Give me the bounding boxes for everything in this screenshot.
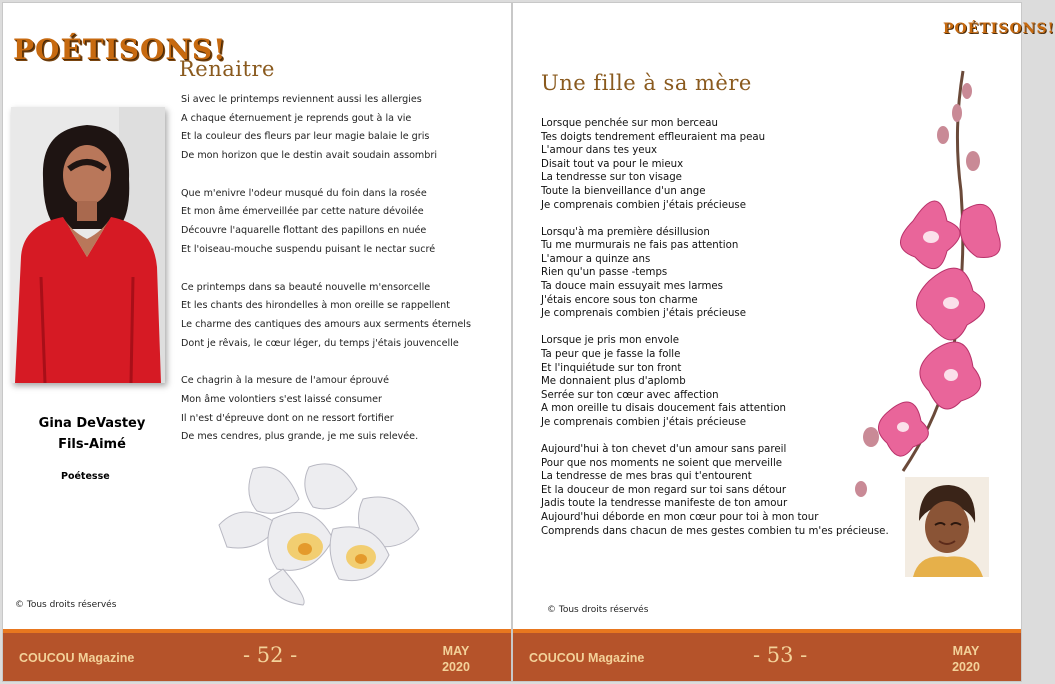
magazine-page-right	[512, 2, 1055, 682]
author-role: Poétesse	[61, 471, 110, 482]
poem-line: Toute la bienveillance d'un ange	[541, 185, 706, 197]
poem-line: J'étais encore sous ton charme	[541, 294, 698, 306]
poem-line: Je comprenais combien j'étais précieuse	[541, 416, 747, 428]
poem-line: Comprends dans chacun de mes gestes combien tu m'es précieuse.	[541, 525, 889, 537]
poem-line: Mon âme volontiers s'est laissé consumer	[181, 393, 382, 405]
brand-logo-small: POÉTISONS!	[943, 21, 1055, 37]
poem-line: De mes cendres, plus grande, je me suis relevée.	[181, 431, 419, 443]
poem-line: Tes doigts tendrement effleuraient ma peau	[541, 131, 766, 143]
poem-line: Je comprenais combien j'étais précieuse	[541, 199, 747, 211]
poem-title: Renaitre	[179, 57, 275, 81]
poem-title: Une fille à sa mère	[541, 71, 752, 95]
poem-line: Lorsque penchée sur mon berceau	[541, 118, 718, 129]
stanza	[181, 185, 481, 260]
poem-line: Et la douceur de mon regard sur toi sans détour	[541, 484, 787, 496]
poem-line: Tu me murmurais ne fais pas attention	[541, 240, 739, 252]
poem-line: Ce chagrin à la mesure de l'amour éprouvé	[181, 375, 390, 387]
poem-line: Ta peur que je fasse la folle	[541, 348, 681, 360]
poem-line: Lorsqu'à ma première désillusion	[541, 226, 710, 238]
footer-issue-date	[941, 643, 991, 675]
poem-line: La tendresse de mes bras qui t'entourent	[541, 471, 752, 483]
poem-line: Et la couleur des fleurs par leur magie balaie le gris	[181, 131, 430, 143]
stanza	[181, 279, 481, 354]
footer-magazine-name: COUCOU Magazine	[529, 651, 645, 665]
poem-line: A chaque éternuement je reprends gout à la vie	[181, 112, 412, 124]
poem-line: De mon horizon que le destin avait soudain assombri	[181, 150, 437, 162]
white-orchid-illustration	[213, 459, 423, 605]
poem-line: Pour que nos moments ne soient que merveille	[541, 457, 783, 469]
poem-line: Jadis toute la tendresse manifeste de ton amour	[541, 498, 788, 510]
poem-line: Dont je rêvais, le cœur léger, du temps j'étais jouvencelle	[181, 337, 459, 349]
poem-line: Aujourd'hui déborde en mon cœur pour toi à mon tour	[541, 511, 819, 523]
author-portrait	[11, 107, 165, 383]
poem-line: Ta douce main essuyait mes larmes	[541, 281, 723, 293]
magazine-page-left	[2, 2, 512, 682]
poem-line: Serrée sur ton cœur avec affection	[541, 389, 719, 401]
poem-line: Et l'inquiétude sur ton front	[541, 362, 682, 374]
poem-line: Le charme des cantiques des amours aux serments éternels	[181, 318, 471, 330]
author-name-line1: Gina DeVastey	[38, 416, 146, 431]
author-name-line2: Fils-Aimé	[58, 437, 126, 452]
poem-line: Si avec le printemps reviennent aussi les allergies	[181, 94, 422, 105]
poem-line: Me donnaient plus d'aplomb	[541, 376, 686, 388]
poem-line: Rien qu'un passe -temps	[541, 267, 668, 279]
copyright-notice: © Tous droits réservés	[15, 600, 117, 610]
poem-line: Aujourd'hui à ton chevet d'un amour sans pareil	[541, 443, 787, 455]
footer-page-number: - 53 -	[753, 643, 808, 667]
footer-year: 2020	[442, 660, 470, 674]
poem-body	[181, 91, 481, 466]
poem-line: Et les chants des hirondelles à mon oreille se rappellent	[181, 300, 451, 312]
mother-portrait	[905, 477, 989, 577]
footer-magazine-name: COUCOU Magazine	[19, 651, 135, 665]
poem-line: A mon oreille tu disais doucement fais attention	[541, 403, 787, 415]
footer-issue-date	[431, 643, 481, 675]
poem-line: La tendresse sur ton visage	[541, 172, 682, 184]
poem-line: Il n'est d'épreuve dont on ne ressort fortifier	[181, 412, 394, 424]
brand-logo: POÉTISONS!	[13, 33, 227, 66]
footer-month: MAY	[952, 644, 980, 658]
stanza	[181, 91, 481, 166]
author-name	[17, 413, 167, 455]
poem-line: Et l'oiseau-mouche suspendu puisant le nectar sucré	[181, 243, 436, 255]
footer-page-number: - 52 -	[243, 643, 298, 667]
poem-line: L'amour dans tes yeux	[541, 145, 658, 157]
poem-line: Et mon âme émerveillée par cette nature dévoilée	[181, 206, 424, 218]
poem-line: Disait tout va pour le mieux	[541, 158, 684, 170]
poem-line: Découvre l'aquarelle flottant des papillons en nuée	[181, 225, 427, 237]
pink-orchid-illustration	[843, 71, 1013, 521]
copyright-notice: © Tous droits réservés	[547, 605, 649, 615]
poem-line: L'amour a quinze ans	[541, 253, 651, 265]
page-footer	[513, 629, 1021, 681]
stanza	[181, 372, 481, 447]
poem-line: Que m'enivre l'odeur musqué du foin dans la rosée	[181, 187, 427, 199]
poem-line: Ce printemps dans sa beauté nouvelle m'ensorcelle	[181, 281, 431, 293]
poem-line: Lorsque je pris mon envole	[541, 335, 679, 347]
footer-month: MAY	[442, 644, 470, 658]
footer-year: 2020	[952, 660, 980, 674]
poem-line: Je comprenais combien j'étais précieuse	[541, 308, 747, 320]
page-footer	[3, 629, 511, 681]
